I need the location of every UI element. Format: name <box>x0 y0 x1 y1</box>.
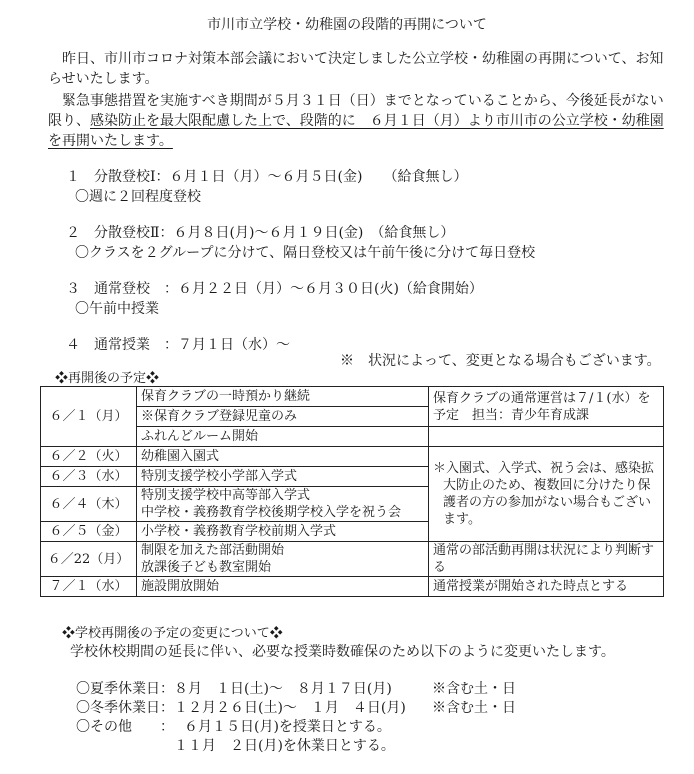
date-cell: ６／４（木） <box>41 487 137 522</box>
date-cell: ６／２（火） <box>41 447 137 467</box>
note-line: 予定 担当：青少年育成課 <box>433 407 590 423</box>
change-intro: 学校休校期間の延長に伴い、必要な授業時数確保のため以下のように変更いたします。 <box>70 644 615 660</box>
winter-dates: １２月２６日(土)～ １月 ４日(月) <box>174 700 406 716</box>
plan-heading: ❖再開後の予定❖ <box>55 371 160 386</box>
schedule-detail: 〇週に２回程度登校 <box>75 189 201 205</box>
date-cell: ６／１（月） <box>41 387 137 447</box>
event-cell: 特別支援学校小学部入学式 <box>137 467 429 487</box>
summer-note: ※含む土・日 <box>432 681 516 697</box>
table-row <box>41 542 664 577</box>
event-line: 放課後子ども教室開始 <box>141 560 272 575</box>
summer-dates: ８月 １日(土)～ ８月１７日(月) <box>174 681 392 697</box>
winter-note: ※含む土・日 <box>432 700 516 716</box>
note-line: 保育クラブの通常運営は７/１(水）を <box>433 390 651 406</box>
event-cell: 幼稚園入園式 <box>137 447 429 467</box>
intro-line: を再開いたします。 <box>48 133 173 149</box>
schedule-number: ２ <box>66 225 80 241</box>
ceremony-note: ＊入園式、入学式、祝う会は、感染拡大防止のため、複数回に分けたり保護者の方の参加がない場合もございます。 <box>433 461 655 527</box>
schedule-heading: 分散登校Ⅰ：６月１日（月）～６月５日(金) （給食無し） <box>94 169 468 185</box>
schedule-item-2 <box>66 222 454 242</box>
schedule-item-1 <box>66 166 467 186</box>
date-cell: ７／１（水） <box>41 577 137 597</box>
event-cell: ※保育クラブ登録児童のみ <box>137 407 429 427</box>
table-row <box>41 577 664 597</box>
schedule-detail: 〇クラスを２グループに分けて、隔日登校又は午前午後に分けて毎日登校 <box>75 245 536 261</box>
winter-label: 〇冬季休業日： <box>76 700 174 716</box>
schedule-number: １ <box>66 169 80 185</box>
event-cell <box>137 487 429 522</box>
event-line: 特別支援学校中高等部入学式 <box>141 488 311 503</box>
reopening-plan-table <box>40 386 664 597</box>
event-line: 制限を加えた部活動開始 <box>141 543 285 558</box>
other-colon: ： <box>160 719 174 735</box>
other-line: １１月 ２日(月)を休業日とする。 <box>174 738 395 754</box>
date-cell: ６／22（月） <box>41 542 137 577</box>
schedule-number: ４ <box>66 337 80 353</box>
date-cell: ６／３（水） <box>41 467 137 487</box>
date-cell: ６／５（金） <box>41 522 137 542</box>
table-row <box>41 387 664 407</box>
schedule-number: ３ <box>66 281 80 297</box>
other-label: 〇その他 <box>76 719 132 735</box>
event-line: 中学校・義務教育学校後期学校入学を祝う会 <box>141 505 402 520</box>
other-line: ６月１５日(月)を授業日とする。 <box>184 719 391 735</box>
event-cell <box>137 542 429 577</box>
event-cell: ふれんどルーム開始 <box>137 427 429 447</box>
note-cell-empty <box>429 427 664 447</box>
intro-line: らせいたします。 <box>48 71 159 87</box>
change-heading: ❖学校再開後の予定の変更について❖ <box>62 626 283 641</box>
note-cell: 通常の部活動再開は状況により判断する <box>429 542 664 577</box>
schedule-heading: 通常登校 ：６月２２日（月）～６月３０日(火)（給食開始） <box>94 281 483 297</box>
event-cell: 保育クラブの一時預かり継続 <box>137 387 429 407</box>
intro-line: 緊急事態措置を実施すべき期間が５月３１日（日）までとなっていることから、今後延長がない <box>62 93 664 109</box>
event-cell: 施設開放開始 <box>137 577 429 597</box>
schedule-item-4 <box>66 334 290 354</box>
note-cell <box>429 387 664 427</box>
table-row <box>41 447 664 467</box>
document-title: 市川市立学校・幼稚園の段階的再開について <box>207 17 487 33</box>
disclaimer-note: ※ 状況によって、変更となる場合もございます。 <box>340 353 661 369</box>
note-cell <box>429 447 664 542</box>
schedule-heading: 通常授業 ：７月１日（水）～ <box>94 337 290 353</box>
intro-underlined-text: 感染防止を最大限配慮した上で、段階的に ６月１日（月）より市川市の公立学校・幼稚園 <box>90 113 664 129</box>
intro-text: 限り、 <box>48 113 90 129</box>
schedule-heading: 分散登校Ⅱ：６月８日(月)～６月１９日(金) （給食無し） <box>94 225 455 241</box>
schedule-item-3 <box>66 278 483 298</box>
note-cell: 通常授業が開始された時点とする <box>429 577 664 597</box>
event-cell: 小学校・義務教育学校前期入学式 <box>137 522 429 542</box>
intro-line <box>48 112 664 131</box>
intro-line: 昨日、市川市コロナ対策本部会議において決定しました公立学校・幼稚園の再開について、お知 <box>62 51 664 67</box>
summer-label: 〇夏季休業日： <box>76 681 174 697</box>
schedule-detail: 〇午前中授業 <box>75 301 159 317</box>
